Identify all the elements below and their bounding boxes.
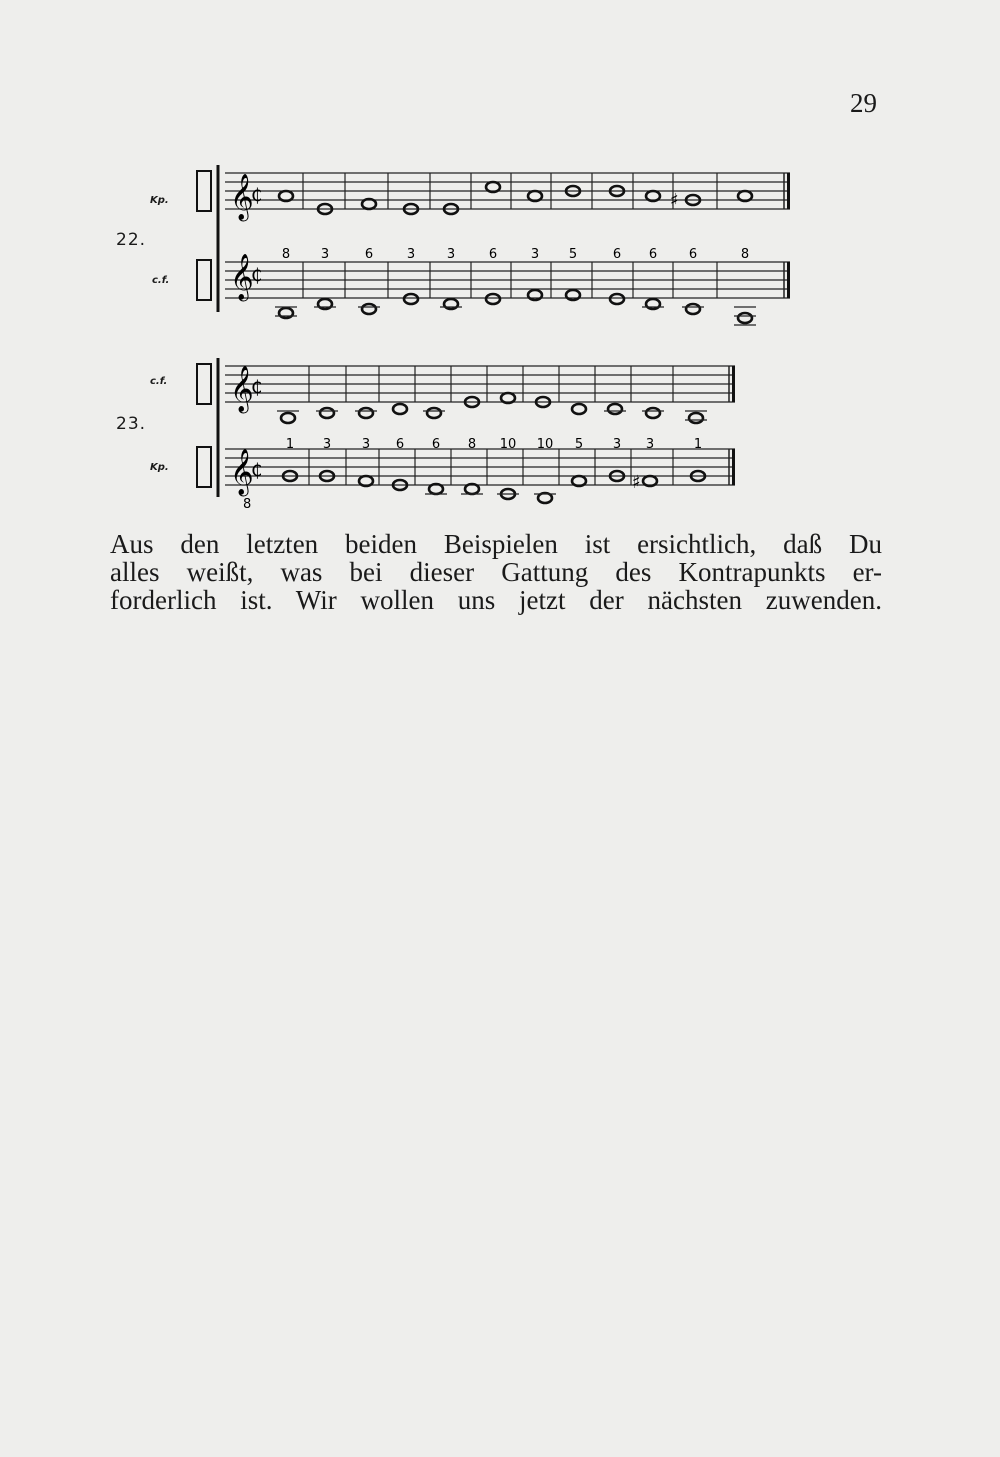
whole-note	[610, 294, 624, 304]
whole-note	[686, 304, 700, 314]
interval-figure: 6	[612, 247, 622, 262]
example-22-lower-staff	[197, 260, 790, 325]
interval-figure: 6	[688, 247, 698, 262]
paragraph-line: Aus den letzten beiden Beispielen ist ersichtlich, daß Du	[110, 529, 882, 559]
final-bar-line	[787, 262, 790, 298]
whole-note	[689, 413, 703, 423]
interval-figure: 5	[574, 437, 584, 452]
whole-note	[320, 408, 334, 418]
interval-figure: 1	[693, 437, 703, 452]
interval-figure: 3	[645, 437, 655, 452]
treble-clef-icon: 𝄞	[230, 366, 254, 412]
interval-figure: 6	[364, 247, 374, 262]
final-bar-line	[732, 366, 735, 402]
paragraph-line: alles weißt, was bei dieser Gattung des Kontrapunkts er-	[110, 557, 882, 587]
example-22-interval-figures	[282, 247, 749, 262]
cut-time-icon: ₵	[251, 185, 263, 206]
cut-time-icon: ₵	[251, 460, 263, 481]
interval-figure: 6	[648, 247, 658, 262]
example-23-interval-figures	[286, 437, 702, 452]
staff-bracket-icon	[197, 447, 211, 487]
example-22-lower-voice-label: c.f.	[152, 275, 170, 286]
staff-bracket-icon	[197, 171, 211, 211]
interval-figure: 5	[568, 247, 578, 262]
final-bar-line	[787, 173, 790, 209]
final-bar-line	[732, 449, 735, 485]
example-23-score	[197, 358, 735, 512]
music-notation	[0, 0, 1000, 520]
whole-note	[738, 313, 752, 323]
whole-note	[404, 294, 418, 304]
whole-note	[362, 304, 376, 314]
whole-note	[359, 408, 373, 418]
example-23-lower-staff	[197, 447, 735, 503]
staff-bracket-icon	[197, 260, 211, 300]
interval-figure: 3	[406, 247, 416, 262]
example-22-upper-staff	[197, 171, 790, 214]
whole-note	[486, 294, 500, 304]
interval-figure: 3	[612, 437, 622, 452]
interval-figure: 8	[740, 247, 750, 262]
example-23-number: 23.	[116, 414, 147, 434]
example-23-lower-voice-label: Kp.	[150, 462, 169, 473]
interval-figure: 10	[499, 437, 517, 452]
interval-figure: 6	[395, 437, 405, 452]
treble-clef-icon: 𝄞	[230, 174, 254, 220]
interval-figure: 8	[467, 437, 477, 452]
whole-note	[608, 404, 622, 414]
whole-note	[646, 408, 660, 418]
clef-octave-mark: 8	[243, 497, 252, 512]
treble-clef-icon: 𝄞	[230, 254, 254, 300]
interval-figure: 6	[488, 247, 498, 262]
cut-time-icon: ₵	[251, 377, 263, 398]
staff-bracket-icon	[197, 364, 211, 404]
interval-figure: 8	[281, 247, 291, 262]
interval-figure: 1	[285, 437, 295, 452]
interval-figure: 3	[361, 437, 371, 452]
interval-figure: 3	[322, 437, 332, 452]
example-22-number: 22.	[116, 230, 147, 250]
whole-note	[281, 413, 295, 423]
paragraph-line: forderlich ist. Wir wollen uns jetzt der nächsten zuwenden.	[110, 585, 882, 615]
whole-note	[427, 408, 441, 418]
sharp-icon: ♯	[670, 190, 679, 211]
interval-figure: 3	[446, 247, 456, 262]
example-23-upper-staff	[197, 364, 735, 423]
sharp-icon: ♯	[632, 472, 641, 493]
body-paragraph	[110, 530, 882, 614]
whole-note	[393, 404, 407, 414]
interval-figure: 6	[431, 437, 441, 452]
whole-note	[572, 404, 586, 414]
cut-time-icon: ₵	[251, 265, 263, 286]
example-22-upper-voice-label: Kp.	[150, 195, 169, 206]
treble-clef-icon: 𝄞	[230, 449, 254, 495]
interval-figure: 10	[536, 437, 554, 452]
interval-figure: 3	[530, 247, 540, 262]
page-number: 29	[850, 88, 877, 118]
example-23-upper-voice-label: c.f.	[150, 376, 168, 387]
interval-figure: 3	[320, 247, 330, 262]
example-22-score	[197, 165, 790, 325]
